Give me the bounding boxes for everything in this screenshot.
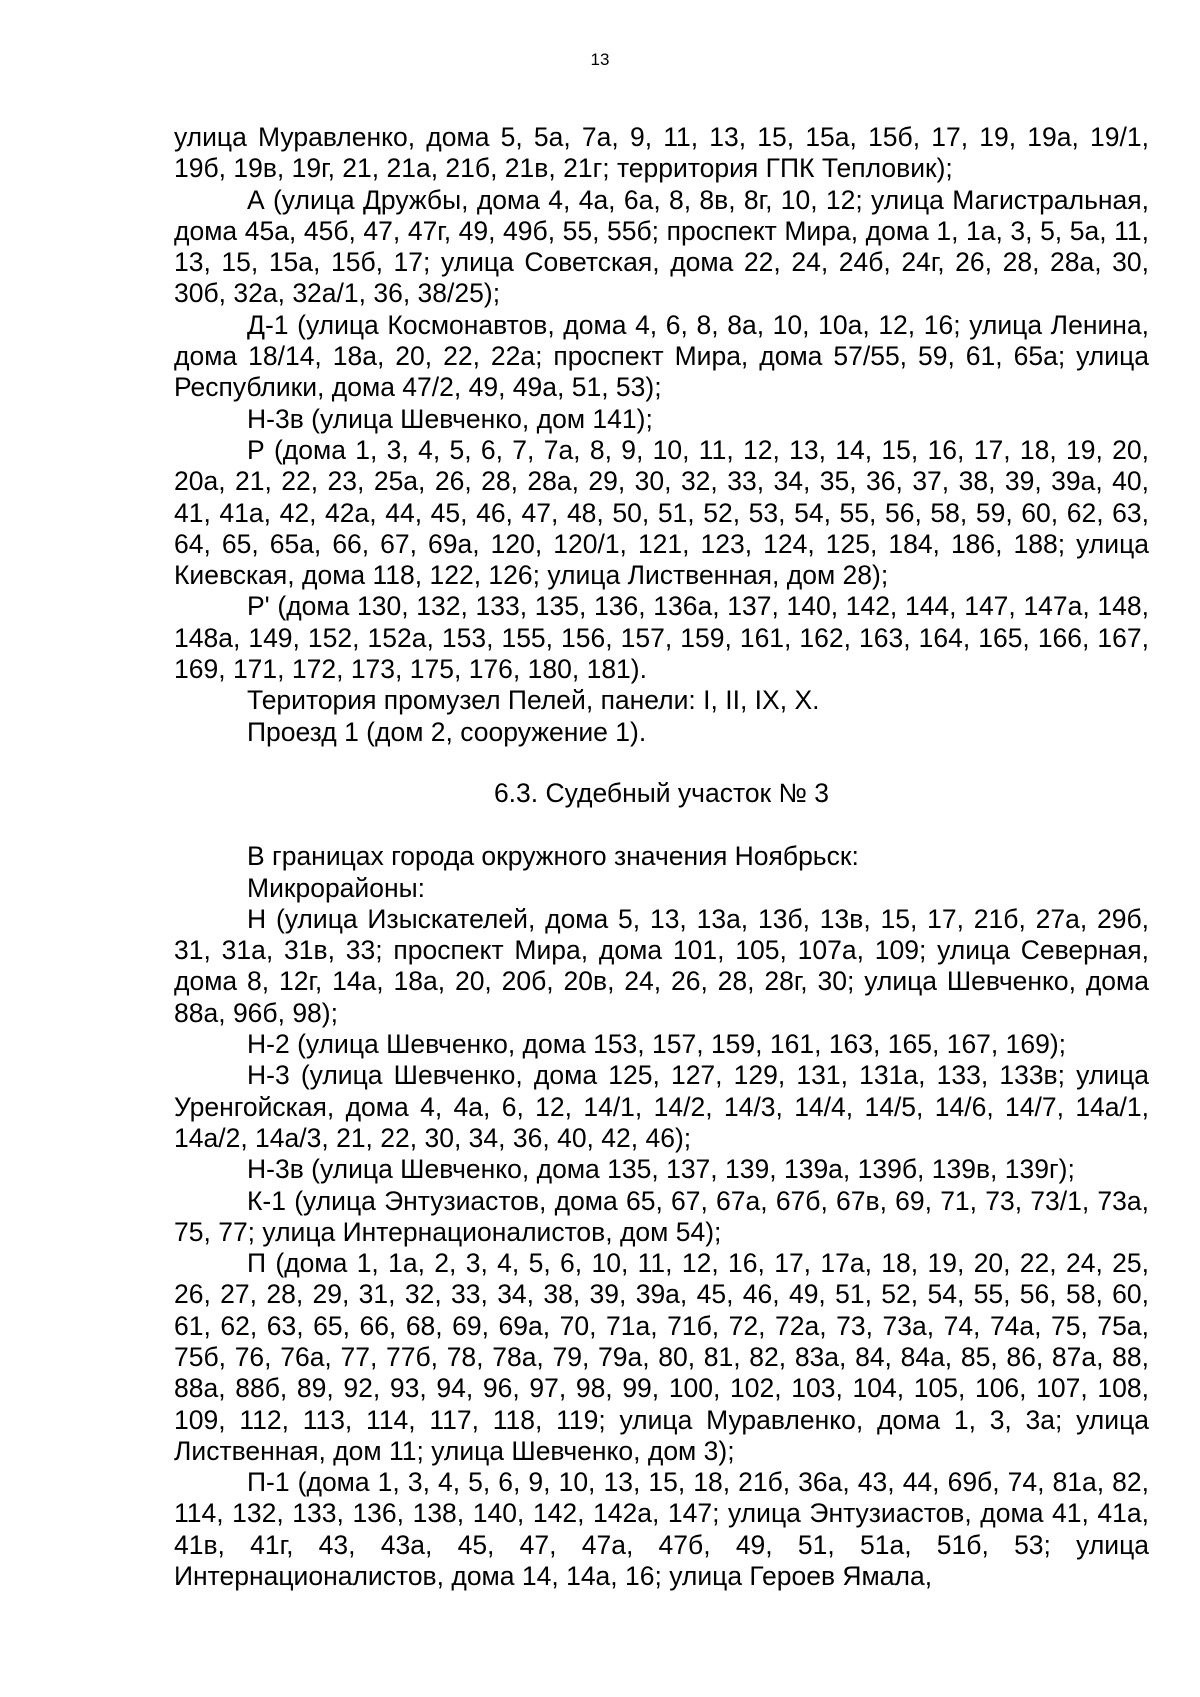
paragraph: Н-2 (улица Шевченко, дома 153, 157, 159, 161, 163, 165, 167, 169);	[247, 1029, 1067, 1060]
paragraph: К-1 (улица Энтузиастов, дома 65, 67, 67а, 67б, 67в, 69, 71, 73, 73/1, 73а, 75, 77; улица Интернационалистов, дом 54);	[174, 1185, 1149, 1247]
paragraph: Н-3 (улица Шевченко, дома 125, 127, 129, 131, 131а, 133, 133в; улица Уренгойская, дома 4, 4а, 6, 12, 14/1, 14/2, 14/3, 14/4, 14/5, 14/6, 14/7, 14а/1, 14а/2, 14а/3, 21, 22, 30, 34, 36, 40, 42, 46);	[174, 1060, 1149, 1153]
paragraph: Проезд 1 (дом 2, сооружение 1).	[247, 716, 647, 747]
document-body	[174, 122, 1149, 1592]
section-heading: 6.3. Судебный участок № 3	[493, 777, 830, 808]
paragraph: Територия промузел Пелей, панели: I, II, IX, X.	[247, 685, 820, 716]
paragraph: Н (улица Изыскателей, дома 5, 13, 13а, 13б, 13в, 15, 17, 21б, 27а, 29б, 31, 31а, 31в, 33; проспект Мира, дома 101, 105, 107а, 109; улица Северная, дома 8, 12г, 14а, 18а, 20, 20б, 20в, 24, 26, 28, 28г, 30; улица Шевченко, дома 88а, 96б, 98);	[174, 903, 1149, 1028]
paragraph: улица Муравленко, дома 5, 5а, 7а, 9, 11, 13, 15, 15а, 15б, 17, 19, 19а, 19/1, 19б, 19в, 19г, 21, 21а, 21б, 21в, 21г; территория ГПК Тепловик);	[174, 122, 1149, 184]
paragraph: Р' (дома 130, 132, 133, 135, 136, 136а, 137, 140, 142, 144, 147, 147а, 148, 148а, 149, 152, 152а, 153, 155, 156, 157, 159, 161, 162, 163, 164, 165, 166, 167, 169, 171, 172, 173, 175, 176, 180, 181).	[174, 591, 1149, 685]
paragraph: Н-3в (улица Шевченко, дом 141);	[247, 403, 653, 434]
paragraph: В границах города окружного значения Ноябрьск:	[247, 841, 859, 872]
paragraph: П-1 (дома 1, 3, 4, 5, 6, 9, 10, 13, 15, 18, 21б, 36а, 43, 44, 69б, 74, 81а, 82, 114, 132, 133, 136, 138, 140, 142, 142а, 147; улица Энтузиастов, дома 41, 41а, 41в, 41г, 43, 43а, 45, 47, 47а, 47б, 49, 51, 51а, 51б, 53; улица Интернационалистов, дома 14, 14а, 16; улица Героев Ямала,	[174, 1467, 1149, 1592]
paragraph: Р (дома 1, 3, 4, 5, 6, 7, 7а, 8, 9, 10, 11, 12, 13, 14, 15, 16, 17, 18, 19, 20, 20а, 21, 22, 23, 25а, 26, 28, 28а, 29, 30, 32, 33, 34, 35, 36, 37, 38, 39, 39а, 40, 41, 41а, 42, 42а, 44, 45, 46, 47, 48, 50, 51, 52, 53, 54, 55, 56, 58, 59, 60, 62, 63, 64, 65, 65а, 66, 67, 69а, 120, 120/1, 121, 123, 124, 125, 184, 186, 188; улица Киевская, дома 118, 122, 126; улица Лиственная, дом 28);	[174, 434, 1149, 591]
paragraph: Н-3в (улица Шевченко, дома 135, 137, 139, 139а, 139б, 139в, 139г);	[247, 1154, 1075, 1185]
page-number: 13	[590, 50, 610, 69]
paragraph: А (улица Дружбы, дома 4, 4а, 6а, 8, 8в, 8г, 10, 12; улица Магистральная, дома 45а, 45б, 47, 47г, 49, 49б, 55, 55б; проспект Мира, дома 1, 1а, 3, 5, 5а, 11, 13, 15, 15а, 15б, 17; улица Советская, дома 22, 24, 24б, 24г, 26, 28, 28а, 30, 30б, 32а, 32а/1, 36, 38/25);	[174, 184, 1149, 309]
paragraph: Микрорайоны:	[247, 872, 426, 903]
paragraph: П (дома 1, 1а, 2, 3, 4, 5, 6, 10, 11, 12, 16, 17, 17а, 18, 19, 20, 22, 24, 25, 26, 27, 28, 29, 31, 32, 33, 34, 38, 39, 39а, 45, 46, 49, 51, 52, 54, 55, 56, 58, 60, 61, 62, 63, 65, 66, 68, 69, 69а, 70, 71а, 71б, 72, 72а, 73, 73а, 74, 74а, 75, 75а, 75б, 76, 76а, 77, 77б, 78, 78а, 79, 79а, 80, 81, 82, 83а, 84, 84а, 85, 86, 87а, 88, 88а, 88б, 89, 92, 93, 94, 96, 97, 98, 99, 100, 102, 103, 104, 105, 106, 107, 108, 109, 112, 113, 114, 117, 118, 119; улица Муравленко, дома 1, 3, 3а; улица Лиственная, дом 11; улица Шевченко, дом 3);	[174, 1248, 1149, 1466]
paragraph: Д-1 (улица Космонавтов, дома 4, 6, 8, 8а, 10, 10а, 12, 16; улица Ленина, дома 18/14, 18а, 20, 22, 22а; проспект Мира, дома 57/55, 59, 61, 65а; улица Республики, дома 47/2, 49, 49а, 51, 53);	[174, 309, 1149, 403]
